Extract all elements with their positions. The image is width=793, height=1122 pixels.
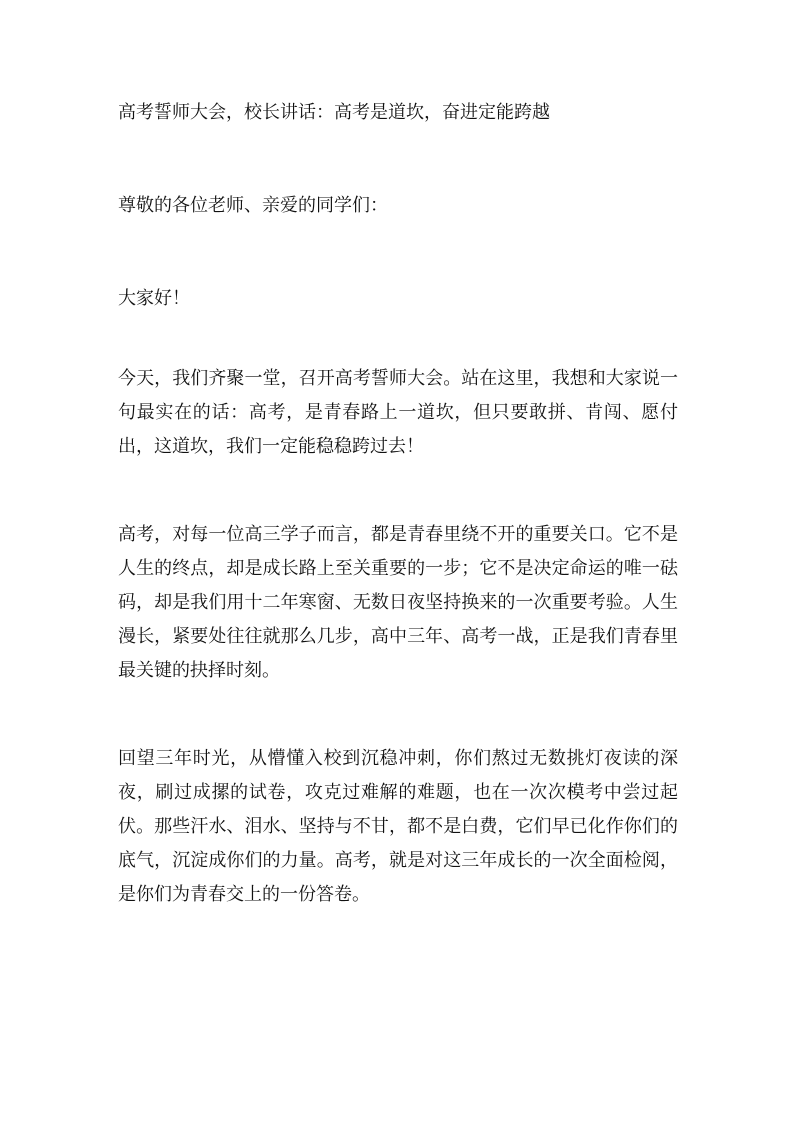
document-title: 高考誓师大会，校长讲话：高考是道坎，奋进定能跨越 (118, 102, 550, 123)
paragraph: 高考，对每一位高三学子而言，都是青春里绕不开的重要关口。它不是人生的终点，却是成长路上至关重要的一步；它不是决定命运的唯一砝码，却是我们用十二年寒窗、无数日夜坚持换来的一次重要考验。人生漫长，紧要处往往就那么几步，高中三年、高考一战，正是我们青春里最关键的抉择时刻。 (118, 524, 678, 681)
salutation: 尊敬的各位老师、亲爱的同学们： (118, 195, 388, 216)
paragraph: 今天，我们齐聚一堂，召开高考誓师大会。站在这里，我想和大家说一句最实在的话：高考，是青春路上一道坎，但只要敢拼、肯闯、愿付出，这道坎，我们一定能稳稳跨过去！ (118, 368, 678, 457)
paragraph: 回望三年时光，从懵懂入校到沉稳冲刺，你们熬过无数挑灯夜读的深夜，刷过成摞的试卷，攻克过难解的难题，也在一次次模考中尝过起伏。那些汗水、泪水、坚持与不甘，都不是白费，它们早已化作你们的底气，沉淀成你们的力量。高考，就是对这三年成长的一次全面检阅，是你们为青春交上的一份答卷。 (118, 748, 678, 905)
greeting: 大家好！ (118, 288, 190, 309)
document-body (118, 103, 678, 966)
